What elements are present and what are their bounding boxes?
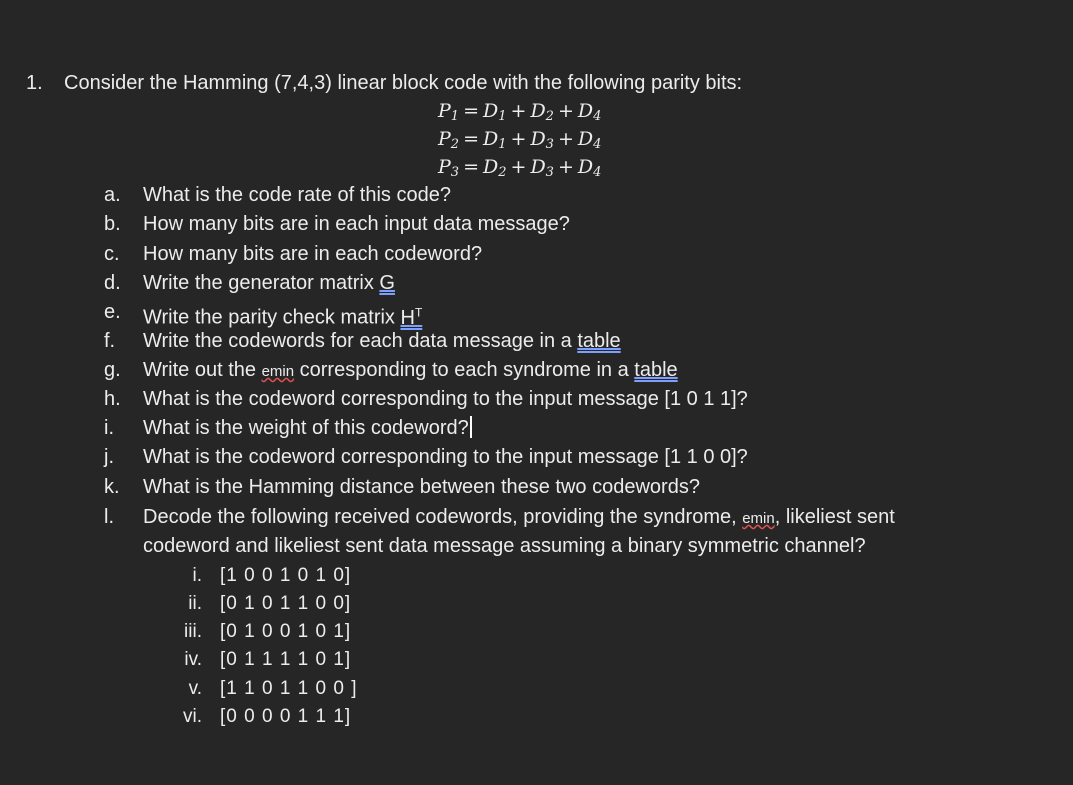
part-j-label: j. [104, 446, 114, 468]
received-codeword: [0 1 1 1 1 0 1] [220, 649, 352, 670]
generator-matrix-term: G [379, 272, 395, 294]
part-g-item: Write out the emin corresponding to each syndrome in a table [143, 359, 678, 381]
part-k-text: What is the Hamming distance between these two codewords? [143, 476, 700, 498]
part-k-label: k. [104, 476, 120, 498]
received-label: ii. [188, 593, 202, 614]
part-i-item[interactable] [143, 416, 472, 440]
table-term: table [634, 359, 678, 381]
equation-p2: $P_2 = D_1 + D_3 + D_4$ [438, 128, 602, 152]
part-c-text: How many bits are in each codeword? [143, 243, 483, 265]
part-i-text: What is the weight of this codeword? [143, 417, 469, 439]
received-label: i. [192, 565, 202, 586]
question-text: Consider the Hamming (7,4,3) linear block code with the following parity bits: [64, 72, 743, 94]
table-term: table [577, 330, 621, 352]
part-f-label: f. [104, 330, 116, 352]
part-e-item [143, 300, 422, 330]
received-codeword: [0 1 0 1 1 0 0] [220, 593, 352, 614]
text-cursor [470, 416, 472, 438]
part-b-label: b. [104, 213, 121, 235]
received-codeword: [1 0 0 1 0 1 0] [220, 565, 352, 586]
received-codeword: [0 1 0 0 1 0 1] [220, 621, 352, 642]
part-h-label: h. [104, 388, 121, 410]
part-a-label: a. [104, 184, 121, 206]
part-d-text: Write the generator matrix [143, 272, 380, 294]
part-a-text: What is the code rate of this code? [143, 184, 451, 206]
equation-p3: $P_3 = D_2 + D_3 + D_4$ [438, 156, 602, 180]
part-f-text: Write the codewords for each data message in a [143, 330, 578, 352]
part-c-label: c. [104, 243, 120, 265]
part-b-text: How many bits are in each input data message? [143, 213, 570, 235]
parity-check-matrix-term: $H^T$ [400, 305, 423, 329]
part-h-text: What is the codeword corresponding to the input message [1 0 1 1]? [143, 388, 748, 410]
part-d-item [143, 271, 395, 295]
part-l-item: Decode the following received codewords, providing the syndrome, emin, likeliest sent [143, 506, 895, 528]
part-j-text: What is the codeword corresponding to the input message [1 1 0 0]? [143, 446, 748, 468]
received-codeword: [1 1 0 1 1 0 0 ] [220, 678, 358, 699]
part-l-label: l. [104, 506, 114, 528]
emin-term: emin [742, 510, 775, 527]
part-g-label: g. [104, 359, 121, 381]
part-l-text-line2: codeword and likeliest sent data message assuming a binary symmetric channel? [143, 535, 866, 557]
equation-p1: $P_1 = D_1 + D_2 + D_4$ [438, 100, 602, 124]
emin-term: emin [261, 363, 295, 380]
part-e-text: Write the parity check matrix [143, 306, 401, 329]
part-d-label: d. [104, 272, 121, 294]
received-label: iv. [184, 649, 202, 670]
received-label: iii. [184, 621, 202, 642]
received-codeword: [0 0 0 0 1 1 1] [220, 706, 352, 727]
part-f-item [143, 329, 621, 353]
question-number: 1. [26, 72, 43, 94]
received-label: vi. [183, 706, 202, 727]
part-i-label: i. [104, 417, 114, 439]
part-e-label: e. [104, 301, 121, 323]
received-label: v. [188, 678, 202, 699]
